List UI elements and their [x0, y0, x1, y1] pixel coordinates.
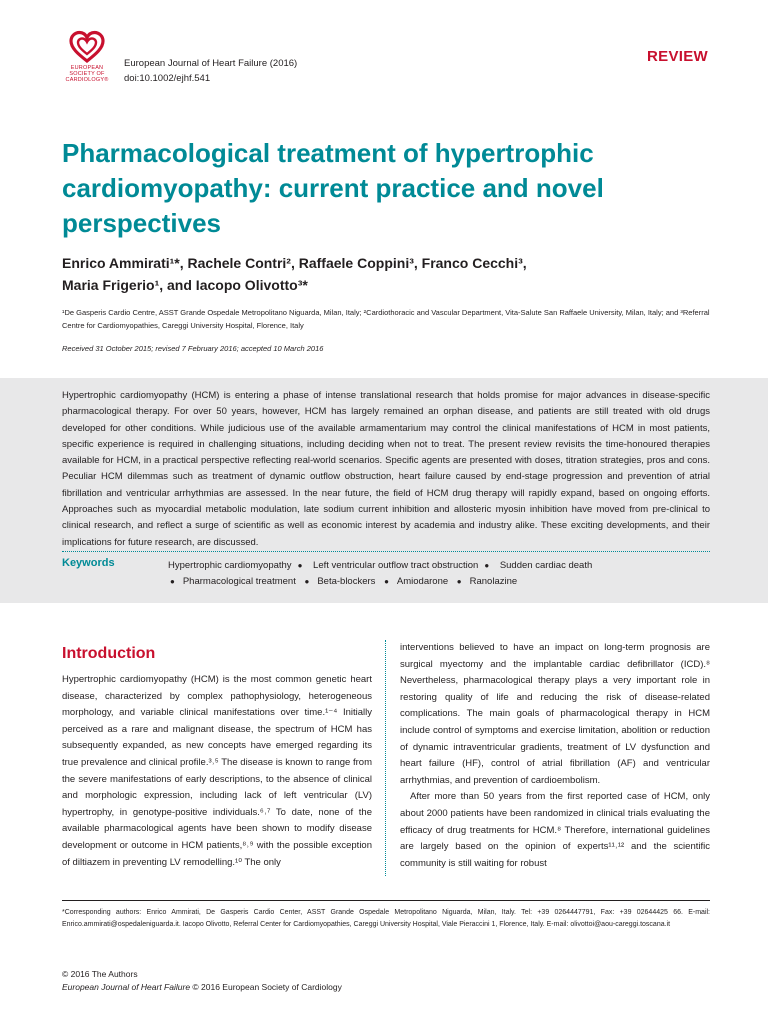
copyright-society: © 2016 European Society of Cardiology: [190, 982, 342, 992]
keyword: Sudden cardiac death: [499, 560, 593, 571]
body-column-right: [400, 640, 710, 872]
keyword: Hypertrophic cardiomyopathy: [168, 560, 292, 571]
keywords-row: [168, 558, 710, 574]
bullet-icon: ●: [384, 577, 389, 586]
article-title: Pharmacological treatment of hypertrophic cardiomyopathy: current practice and novel perspectives: [62, 138, 604, 238]
keyword: Beta-blockers: [317, 576, 376, 587]
heart-logo-icon: [68, 30, 106, 64]
esc-logo: [52, 30, 122, 83]
keywords-list: [168, 558, 710, 590]
article-type-badge: REVIEW: [647, 48, 708, 65]
section-heading: Introduction: [62, 645, 156, 662]
journal-doi: doi:10.1002/ejhf.541: [124, 73, 211, 84]
keyword: Amiodarone: [396, 576, 449, 587]
copyright-line: © 2016 The Authors: [62, 969, 138, 979]
copyright-block: [62, 968, 342, 994]
column-divider: [385, 640, 386, 876]
body-paragraph: After more than 50 years from the first reported case of HCM, only about 2000 patients have been randomized in clinical trials evaluating the efficacy of drug treatments for HCM.⁸ Therefore, international guidelines are largely based on the opinion of experts¹¹˒¹² and the scientific community is still waiting for robust: [400, 791, 710, 869]
keywords-row: [168, 574, 710, 590]
keyword: Ranolazine: [469, 576, 518, 587]
footnote-rule: [62, 900, 710, 901]
bullet-icon: ●: [484, 561, 490, 570]
keyword: Pharmacological treatment: [182, 576, 296, 587]
body-paragraph: Hypertrophic cardiomyopathy (HCM) is the most common genetic heart disease, characterized by complex pathophysiology, heterogeneous morphology, and variable clinical manifestations over time.¹⁻⁴ Initially perceived as a rare and malignant disease, the spectrum of HCM has subsequently expanded, as new concepts have emerged regarding its true prevalence and clinical profile.³˒⁵ The disease is known to range from the severe manifestations of early descriptions, to the absence of clinical and morphologic expression, including lack of left ventricular (LV) hypertrophy, in genotype-positive individuals.⁶˒⁷ To date, none of the available pharmacological agents have been shown to modify disease development or outcome in HCM patients,⁸˒⁹ with the possible exception of diltiazem in preventing LV remodelling.¹⁰ The only: [62, 674, 372, 868]
keywords-label: Keywords: [62, 557, 115, 569]
received-dates: Received 31 October 2015; revised 7 February 2016; accepted 10 March 2016: [62, 344, 324, 353]
bullet-icon: ●: [304, 577, 310, 586]
author-line: Maria Frigerio¹, and Iacopo Olivotto³*: [62, 277, 308, 293]
abstract-divider: [62, 551, 710, 552]
keyword: Left ventricular outflow tract obstruction: [313, 560, 479, 571]
journal-name: European Journal of Heart Failure: [62, 982, 191, 992]
copyright-line: [62, 981, 342, 994]
journal-citation: European Journal of Heart Failure (2016): [124, 58, 298, 69]
bullet-icon: ●: [456, 577, 462, 586]
author-list: [62, 252, 702, 296]
bullet-icon: ●: [170, 577, 175, 586]
corresponding-author-footnote: *Corresponding authors: Enrico Ammirati, De Gasperis Cardio Center, ASST Grande Ospedale Metropolitano Niguarda, Milan, Italy. Tel: +39 0264447791, Fax: +39 02644425 66. E-mail: Enrico.ammirati@ospedaleniguarda.it. Iacopo Olivotto, Referral Center for Cardiomyopathies, Careggi University Hospital, Viale Pieraccini 1, Florence, Italy. E-mail: olivottoi@aou-careggi.toscana.it: [62, 909, 710, 928]
bullet-icon: ●: [297, 561, 303, 570]
journal-header: [124, 56, 297, 86]
logo-text-line: CARDIOLOGY®: [65, 77, 109, 83]
body-column-left: [62, 644, 372, 871]
logo-text-line: EUROPEAN: [70, 65, 104, 71]
body-paragraph: interventions believed to have an impact on long-term prognosis are surgical myectomy and the implantable cardiac defibrillator (ICD).⁸ Nevertheless, pharmacological therapy plays a very important role in restoring quality of life and reducing the risk of disease-related complications. The main goals of pharmacological therapy in HCM include control of symptoms and exercise limitation, abolition or reduction of dynamic intraventricular gradients, treatment of LV dysfunction and heart failure (HF), control of atrial fibrillation (AF) and ventricular arrhythmias, and prevention of cardioembolism.: [400, 642, 710, 786]
abstract-text: Hypertrophic cardiomyopathy (HCM) is entering a phase of intense translational research that holds promise for major advances in disease-specific pharmacological therapy. For over 50 years, however, HCM has largely remained an orphan disease, and patients are still treated with old drugs developed for other conditions. While judicious use of the available armamentarium may control the clinical manifestations of HCM in most patients, specific experience is required in challenging situations, including deciding when not to treat. The present review revisits the time-honoured therapies available for HCM, in a practical perspective reflecting real-world scenarios. Specific agents are presented with doses, titration strategies, pros and cons. Peculiar HCM dilemmas such as treatment of dynamic outflow obstruction, heart failure caused by end-stage progression and prevention of atrial fibrillation and ventricular arrhythmias are assessed. In the near future, the field of HCM drug therapy will rapidly expand, based on ongoing efforts. Approaches such as myocardial metabolic modulation, late sodium current inhibition and allosteric myosin inhibition have moved from pre-clinical to clinical research, and reflect a surge of scientific as well as economic interest by academia and industry alike. These exciting developments, and their implications for future research, are discussed.: [62, 390, 710, 548]
logo-text-line: SOCIETY OF: [69, 71, 105, 77]
author-line: Enrico Ammirati¹*, Rachele Contri², Raffaele Coppini³, Franco Cecchi³,: [62, 255, 527, 271]
affiliations: ¹De Gasperis Cardio Centre, ASST Grande Ospedale Metropolitano Niguarda, Milan, Italy; ²Cardiothoracic and Vascular Department, Vita-Salute San Raffaele University, Milan, Italy; and ³Referral Centre for Cardiomyopathies, Careggi University Hospital, Florence, Italy: [62, 308, 710, 330]
